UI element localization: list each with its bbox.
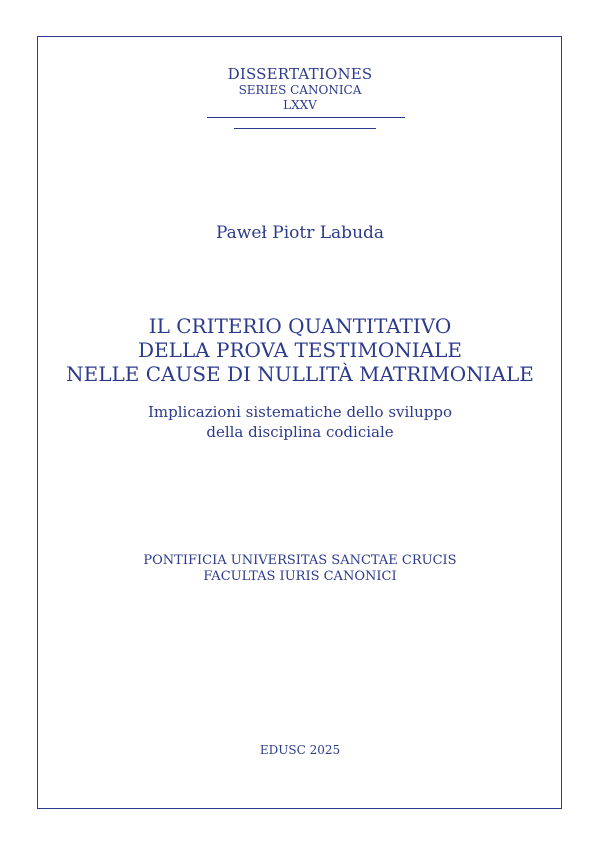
subtitle-line: Implicazioni sistematiche dello sviluppo xyxy=(148,403,452,421)
publisher-imprint: EDUSC 2025 xyxy=(259,743,341,757)
divider-line-short xyxy=(234,128,376,129)
divider-line-long xyxy=(207,117,405,118)
institution-line: PONTIFICIA UNIVERSITAS SANCTAE CRUCIS xyxy=(143,553,457,568)
series-volume: LXXV xyxy=(283,98,317,112)
institution-block xyxy=(0,553,600,585)
author-name: Paweł Piotr Labuda xyxy=(215,223,385,243)
title-line: NELLE CAUSE DI NULLITÀ MATRIMONIALE xyxy=(66,362,534,386)
book-title xyxy=(0,314,600,386)
title-line: IL CRITERIO QUANTITATIVO xyxy=(148,314,452,338)
title-line: DELLA PROVA TESTIMONIALE xyxy=(138,338,462,362)
series-subseries: SERIES CANONICA xyxy=(238,83,362,97)
book-subtitle xyxy=(0,402,600,442)
institution-line: FACULTAS IURIS CANONICI xyxy=(203,569,397,584)
series-block xyxy=(0,66,600,113)
series-name: DISSERTATIONES xyxy=(227,65,373,83)
subtitle-line: della disciplina codiciale xyxy=(206,423,394,441)
